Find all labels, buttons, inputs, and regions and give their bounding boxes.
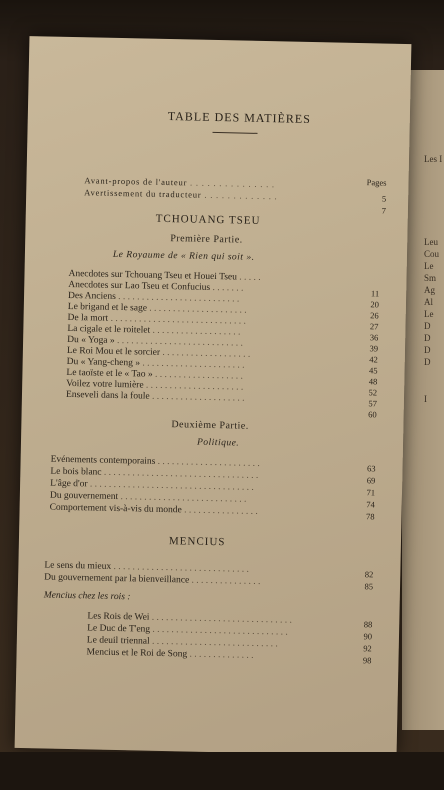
toc-entry-label: Avant-propos de l'auteur xyxy=(84,175,188,188)
facing-fragment: Al xyxy=(424,297,433,307)
part-heading: Première Partie. xyxy=(170,233,243,246)
toc-entry-label: Comportement vis-à-vis du monde xyxy=(49,502,182,516)
toc-entry-page: 98 xyxy=(362,655,372,666)
toc-entry-label: Anecdotes sur Lao Tseu et Confucius xyxy=(68,279,211,293)
toc-entry-page: 20 xyxy=(370,299,380,310)
toc-entry-label: Le taoïste et le « Tao » xyxy=(66,367,153,380)
toc-entry: De la mort . . . . . . . . . . . . . . . . . . . . . . . . . . . . . xyxy=(67,312,247,327)
facing-fragment: D xyxy=(424,333,431,343)
toc-entry-page: 69 xyxy=(366,475,376,486)
toc-entry-label: Le Roi Mou et le sorcier xyxy=(66,345,161,358)
toc-entry: Le deuil triennal . . . . . . . . . . . . . . . . . . . . . . . . . . . xyxy=(86,635,278,650)
toc-entry-page: 36 xyxy=(369,332,379,343)
toc-entry-label: La cigale et le roitelet xyxy=(67,323,151,336)
toc-entry-label: Le brigand et le sage xyxy=(67,301,148,314)
toc-entry-page: 78 xyxy=(365,511,375,522)
toc-entry-page: 71 xyxy=(366,487,376,498)
toc-entry: L'âge d'or . . . . . . . . . . . . . . . . . . . . . . . . . . . . . . . . . . . xyxy=(50,478,254,493)
toc-entry: Comportement vis-à-vis du monde . . . . . . . . . . . . . . . . xyxy=(49,502,258,517)
toc-entry-page: 27 xyxy=(369,321,379,332)
toc-entry-label: Le sens du mieux xyxy=(44,560,112,572)
toc-entry-page: 5 xyxy=(381,193,387,204)
toc-entry: Le sens du mieux . . . . . . . . . . . . . . . . . . . . . . . . . . . . . xyxy=(44,560,249,575)
facing-fragment: D xyxy=(424,357,431,367)
toc-entry-label: Le bois blanc xyxy=(50,466,102,478)
toc-entry-label: De la mort xyxy=(67,312,109,324)
facing-fragment: Sm xyxy=(424,273,437,283)
toc-entry: Anecdotes sur Tchouang Tseu et Houei Tseu . . . . . xyxy=(68,268,261,283)
toc-entry-label: Anecdotes sur Tchouang Tseu et Houei Tseu xyxy=(68,268,238,283)
toc-entry: Le Roi Mou et le sorcier . . . . . . . . . . . . . . . . . . . xyxy=(66,345,251,360)
toc-entry-label: Le deuil triennal xyxy=(86,635,150,647)
toc-entry: Le bois blanc . . . . . . . . . . . . . . . . . . . . . . . . . . . . . . . . . xyxy=(50,466,259,481)
toc-entry: Avant-propos de l'auteur . . . . . . . . . . . . . . . xyxy=(84,175,276,190)
facing-fragment: Le xyxy=(424,261,434,271)
toc-entry-page: 7 xyxy=(381,205,387,216)
toc-entry-page: 11 xyxy=(370,288,380,299)
toc-entry-page: 82 xyxy=(364,569,374,580)
toc-entry-label: Enseveli dans la foule xyxy=(65,389,150,402)
page-title: TABLE DES MATIÈRES xyxy=(167,108,312,126)
toc-entry: Des Anciens . . . . . . . . . . . . . . . . . . . . . . . . . . xyxy=(67,290,240,305)
facing-fragment: D xyxy=(424,321,431,331)
section-heading-tchouang: TCHOUANG TSEU xyxy=(155,212,261,227)
toc-entry-label: Du « Yoga » xyxy=(67,334,115,346)
toc-entry: Voilez votre lumière . . . . . . . . . . . . . . . . . . . . . xyxy=(66,378,244,393)
toc-entry-page: 60 xyxy=(368,409,377,420)
section-heading-mencius: MENCIUS xyxy=(168,535,226,549)
toc-entry: La cigale et le roitelet . . . . . . . . . . . . . . . . . . . xyxy=(67,323,241,338)
toc-entry: Le brigand et le sage . . . . . . . . . . . . . . . . . . . . . xyxy=(67,301,247,316)
facing-fragment: Les I xyxy=(424,154,443,164)
facing-fragment: Le xyxy=(424,309,434,319)
facing-fragment: Leu xyxy=(424,237,438,247)
facing-fragment: I xyxy=(424,394,427,404)
toc-entry-page: 48 xyxy=(368,376,378,387)
toc-entry-page: 74 xyxy=(366,499,375,510)
toc-entry: Mencius et le Roi de Song . . . . . . . . . . . . . . xyxy=(86,647,254,661)
toc-entry-page: 52 xyxy=(368,387,378,398)
facing-fragment: Cou xyxy=(424,249,440,259)
toc-entry-page: 88 xyxy=(363,619,373,630)
toc-entry: Evénements contemporains . . . . . . . . . . . . . . . . . . . . . . xyxy=(50,454,260,469)
toc-entry-label: Voilez votre lumière xyxy=(66,378,144,391)
toc-entry: Le taoïste et le « Tao » . . . . . . . . . . . . . . . . . . . xyxy=(66,367,243,382)
toc-entry-label: Mencius et le Roi de Song xyxy=(86,647,188,660)
toc-entry-label: Du gouvernement xyxy=(49,490,119,503)
toc-entry-page: 26 xyxy=(370,310,379,321)
toc-entry: Les Rois de Wei . . . . . . . . . . . . . . . . . . . . . . . . . . . . . . xyxy=(87,611,293,626)
toc-entry: Le Duc de T'eng . . . . . . . . . . . . . . . . . . . . . . . . . . . . . xyxy=(87,623,288,638)
part-subtitle: Politique. xyxy=(196,437,240,449)
toc-entry-page: 90 xyxy=(363,631,373,642)
toc-entry-label: Des Anciens xyxy=(67,290,116,302)
pages-header: Pages xyxy=(366,177,387,188)
toc-entry-page: 85 xyxy=(364,581,374,592)
part-subtitle: Le Royaume de « Rien qui soit ». xyxy=(112,249,255,263)
facing-fragment: D xyxy=(424,345,431,355)
toc-entry-label: Du « Yang-cheng » xyxy=(66,356,141,369)
toc-entry-page: 92 xyxy=(363,643,372,654)
toc-entry-page: 57 xyxy=(368,398,377,409)
part-heading: Deuxième Partie. xyxy=(171,419,249,432)
facing-fragment: Ag xyxy=(424,285,435,295)
toc-entry: Du gouvernement par la bienveillance . . . . . . . . . . . . . . . xyxy=(44,572,261,588)
toc-entry-page: 45 xyxy=(368,365,378,376)
book-page xyxy=(15,36,412,756)
toc-entry: Avertissement du traducteur . . . . . . . . . . . . . xyxy=(84,187,278,202)
toc-entry-label: Les Rois de Wei xyxy=(87,611,150,623)
toc-entry: Du « Yang-cheng » . . . . . . . . . . . . . . . . . . . . . . xyxy=(66,356,245,371)
toc-entry: Anecdotes sur Lao Tseu et Confucius . . . . . . . xyxy=(68,279,244,294)
toc-entry-page: 63 xyxy=(366,463,376,474)
toc-entry-label: Du gouvernement par la bienveillance xyxy=(44,572,190,586)
toc-entry: Du « Yoga » . . . . . . . . . . . . . . . . . . . . . . . . . . . xyxy=(67,334,243,349)
toc-entry: Du gouvernement . . . . . . . . . . . . . . . . . . . . . . . . . . . xyxy=(49,490,247,505)
toc-entry: Enseveli dans la foule . . . . . . . . . . . . . . . . . . . . xyxy=(65,389,245,404)
table-surface xyxy=(0,752,444,790)
toc-entry-label: Evénements contemporains xyxy=(50,454,156,467)
toc-entry-page: 42 xyxy=(369,354,378,365)
toc-entry-label: Le Duc de T'eng xyxy=(87,623,151,635)
toc-entry-label: Avertissement du traducteur xyxy=(84,187,202,200)
title-rule xyxy=(213,132,258,134)
subsection-label: Mencius chez les rois : xyxy=(43,590,131,603)
toc-entry-page: 39 xyxy=(369,343,379,354)
toc-entry-label: L'âge d'or xyxy=(50,478,88,490)
